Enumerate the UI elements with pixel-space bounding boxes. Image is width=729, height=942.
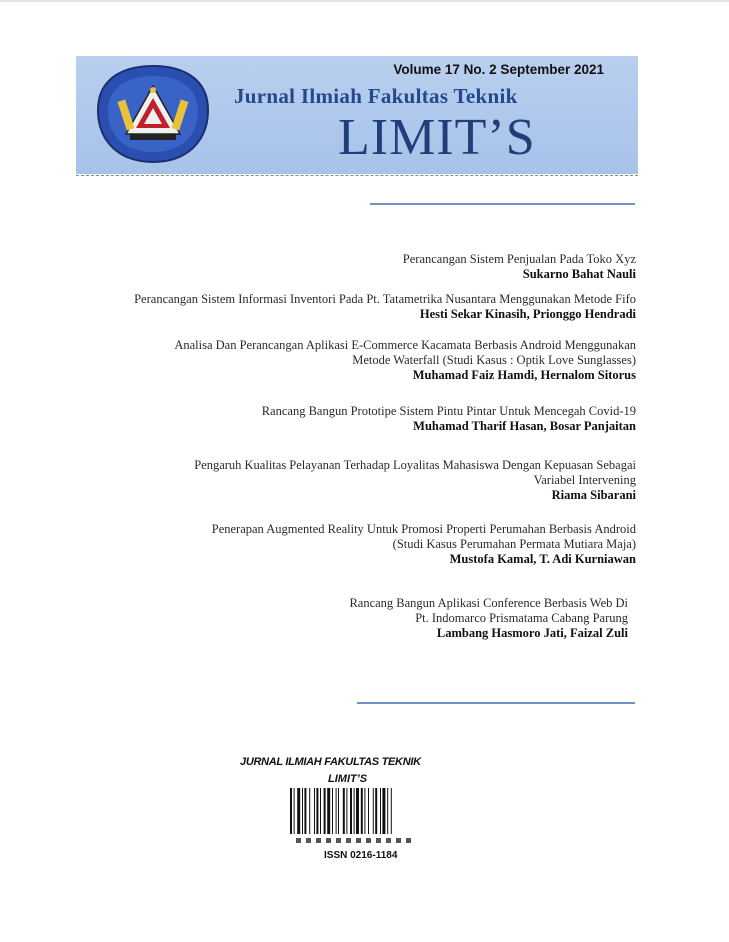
divider-top <box>370 203 635 205</box>
article-authors: Muhamad Faiz Hamdi, Hernalom Sitorus <box>412 368 636 382</box>
barcode-subtitle: LIMIT’S <box>328 773 368 785</box>
toc-entry <box>174 338 636 383</box>
toc-entry <box>194 458 636 503</box>
toc-entry <box>262 404 636 434</box>
journal-title: Jurnal Ilmiah Fakultas Teknik <box>234 84 518 108</box>
university-seal-icon <box>94 64 212 164</box>
journal-name: LIMIT’S <box>338 109 536 166</box>
article-title: Rancang Bangun Prototipe Sistem Pintu Pintar Untuk Mencegah Covid-19 <box>261 404 636 418</box>
article-title: Perancangan Sistem Informasi Inventori Pada Pt. Tatametrika Nusantara Menggunakan Metode Fifo <box>134 292 636 306</box>
article-title-line2: (Studi Kasus Perumahan Permata Mutiara Maja) <box>392 537 636 551</box>
article-authors: Lambang Hasmoro Jati, Faizal Zuli <box>436 626 628 640</box>
toc-entry <box>212 522 636 567</box>
toc-entry <box>403 252 636 282</box>
header-divider <box>76 175 638 176</box>
article-title: Analisa Dan Perancangan Aplikasi E-Commerce Kacamata Berbasis Android Menggunakan <box>174 338 636 352</box>
article-title: Rancang Bangun Aplikasi Conference Berbasis Web Di <box>349 596 628 610</box>
journal-header <box>76 56 638 174</box>
article-title-line2: Pt. Indomarco Prismatama Cabang Parung <box>415 611 628 625</box>
article-authors: Sukarno Bahat Nauli <box>522 267 636 281</box>
article-title-line2: Metode Waterfall (Studi Kasus : Optik Love Sunglasses) <box>352 353 636 367</box>
barcode-title: JURNAL ILMIAH FAKULTAS TEKNIK <box>240 756 421 768</box>
article-authors: Mustofa Kamal, T. Adi Kurniawan <box>449 552 636 566</box>
top-border <box>0 0 729 2</box>
article-title: Penerapan Augmented Reality Untuk Promosi Properti Perumahan Berbasis Android <box>211 522 636 536</box>
article-title: Perancangan Sistem Penjualan Pada Toko Xyz <box>402 252 636 266</box>
volume-info: Volume 17 No. 2 September 2021 <box>393 62 604 77</box>
toc-entry <box>349 596 628 641</box>
toc-entry <box>134 292 636 322</box>
article-authors: Riama Sibarani <box>551 488 636 502</box>
barcode-icon <box>288 788 428 846</box>
divider-bottom <box>357 702 635 704</box>
issn-number: ISSN 0216-1184 <box>324 850 398 861</box>
article-title-line2: Variabel Intervening <box>533 473 636 487</box>
article-title: Pengaruh Kualitas Pelayanan Terhadap Loyalitas Mahasiswa Dengan Kepuasan Sebagai <box>194 458 636 472</box>
article-authors: Hesti Sekar Kinasih, Prionggo Hendradi <box>419 307 636 321</box>
article-authors: Muhamad Tharif Hasan, Bosar Panjaitan <box>413 419 636 433</box>
